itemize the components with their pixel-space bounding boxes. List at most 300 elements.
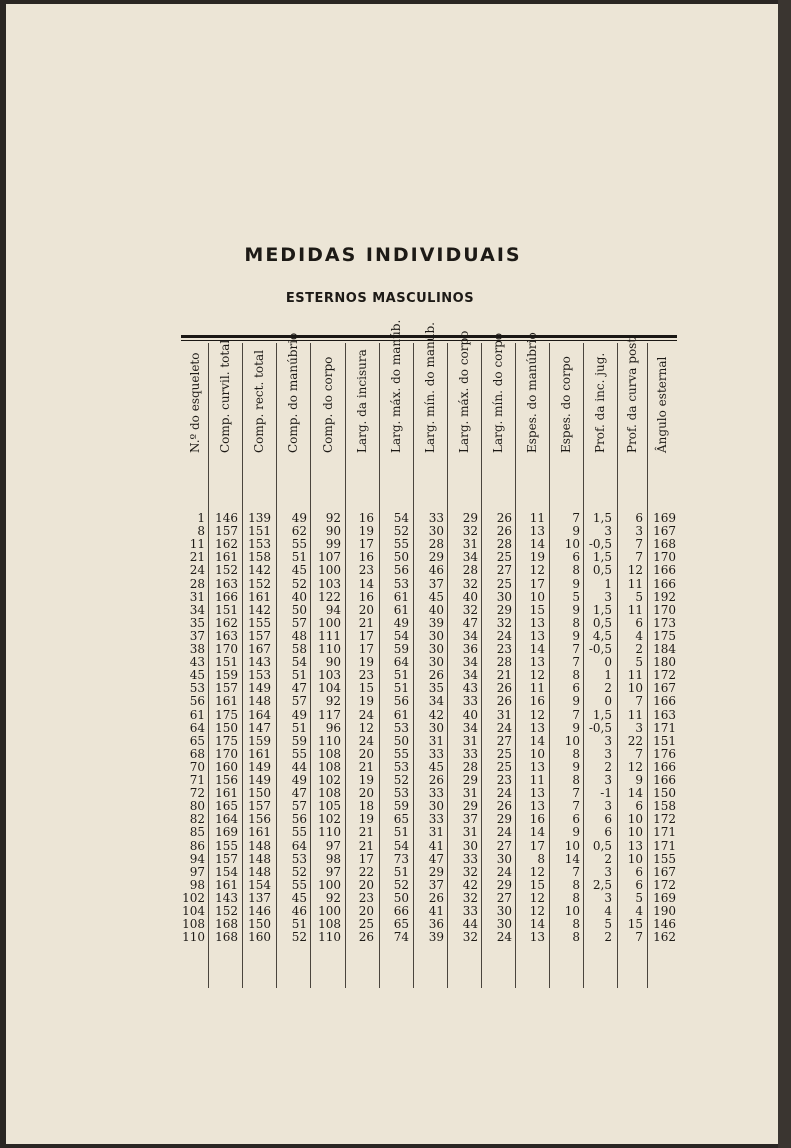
table-cell: 184 (653, 642, 676, 656)
table-cell: 16 (358, 511, 374, 525)
table-cell: 103 (318, 576, 341, 591)
table-cell: 52 (291, 864, 307, 879)
table-cell: 157 (215, 851, 238, 866)
table-cell: 5 (635, 890, 643, 905)
table-cell: 29 (462, 773, 478, 787)
table-cell: 13 (529, 759, 545, 774)
table-cell: 155 (248, 615, 271, 630)
table-cell: 169 (653, 890, 676, 905)
table-cell: 20 (358, 877, 374, 892)
table-cell: 51 (393, 668, 409, 683)
table-cell: 9 (572, 602, 580, 617)
table-cell: 152 (215, 563, 238, 578)
table-cell: 190 (653, 904, 676, 918)
table-cell: 4 (635, 628, 643, 643)
table-cell: 17 (358, 851, 374, 866)
table-cell: 117 (318, 707, 341, 722)
table-cell: 0,5 (592, 615, 612, 630)
table-cell: 8 (572, 773, 580, 787)
table-cell: 8 (572, 930, 580, 945)
table-cell: 6 (635, 615, 643, 630)
table-cell: 149 (248, 681, 271, 696)
table-cell: 62 (291, 524, 307, 539)
table-cell: 157 (215, 681, 238, 696)
table-cell: 7 (635, 694, 643, 709)
table-cell: 17 (529, 838, 545, 853)
skeleton-number-cell: 61 (189, 707, 205, 722)
table-cell: 22 (358, 864, 374, 879)
table-cell: 15 (529, 877, 545, 892)
column-header (379, 319, 413, 467)
table-cell: 157 (248, 628, 271, 643)
table-cell: 162 (215, 537, 238, 552)
table-cell: 59 (291, 733, 307, 748)
table-cell: 52 (393, 877, 409, 892)
table-cell: 27 (496, 890, 512, 905)
table-cell: 31 (462, 786, 478, 801)
table-cell: 52 (393, 524, 409, 539)
table-cell: 11 (529, 511, 545, 525)
table-cell: 161 (215, 877, 238, 892)
table-cell: 25 (358, 917, 374, 932)
table-cell: 162 (653, 930, 676, 945)
table-cell: 24 (496, 786, 512, 801)
table-cell: 7 (635, 930, 643, 945)
table-cell: 52 (291, 576, 307, 591)
table-cell: 34 (462, 668, 478, 683)
table-cell: 7 (635, 746, 643, 761)
table-cell: 7 (572, 511, 580, 525)
table-cell: 5 (635, 655, 643, 670)
column-header-label: Larg. máx. do corpo (457, 330, 471, 453)
table-cell: 53 (393, 720, 409, 735)
table-cell: 24 (496, 864, 512, 879)
table-cell: 53 (393, 576, 409, 591)
table-cell: 51 (291, 917, 307, 932)
table-subtitle: ESTERNOS MASCULINOS (285, 291, 475, 306)
table-cell: 23 (496, 642, 512, 656)
table-cell: 29 (496, 877, 512, 892)
skeleton-number-cell: 35 (189, 615, 205, 630)
column-header (345, 345, 379, 467)
table-cell: 27 (496, 563, 512, 578)
column-header-label: Larg. mín. do corpo (491, 332, 505, 453)
table-cell: 161 (215, 550, 238, 565)
column-header (242, 345, 276, 467)
table-cell: 92 (325, 890, 341, 905)
table-cell: 103 (318, 668, 341, 683)
table-cell: 45 (428, 759, 444, 774)
table-cell: 99 (325, 537, 341, 552)
table-cell: 16 (529, 812, 545, 827)
table-cell: 1,5 (592, 602, 612, 617)
table-cell: 1,5 (592, 511, 612, 525)
table-cell: 175 (215, 733, 238, 748)
table-cell: 30 (496, 904, 512, 918)
table-cell: 34 (428, 694, 444, 709)
skeleton-number-cell: 94 (189, 851, 205, 866)
table-cell: 3 (604, 524, 612, 539)
table-cell: 54 (393, 628, 409, 643)
table-cell: 1,5 (592, 550, 612, 565)
table-cell: 49 (393, 615, 409, 630)
table-cell: 6 (604, 825, 612, 840)
table-cell: 96 (325, 720, 341, 735)
table-cell: 13 (529, 524, 545, 539)
table-cell: 154 (248, 877, 271, 892)
table-cell: 41 (428, 904, 444, 918)
skeleton-number-cell: 45 (189, 668, 205, 683)
table-cell: 17 (358, 628, 374, 643)
table-cell: 35 (428, 681, 444, 696)
table-cell: 4,5 (592, 628, 612, 643)
table-cell: 175 (653, 628, 676, 643)
table-cell: 24 (496, 930, 512, 945)
table-cell: 36 (428, 917, 444, 932)
table-cell: 61 (393, 589, 409, 604)
table-cell: 7 (572, 642, 580, 656)
table-cell: 172 (653, 668, 676, 683)
table-cell: 2 (604, 851, 612, 866)
column-header (276, 332, 310, 467)
skeleton-number-cell: 21 (189, 550, 205, 565)
table-cell: 40 (462, 589, 478, 604)
table-cell: 64 (393, 655, 409, 670)
table-cell: 29 (496, 812, 512, 827)
column-header-label: Prof. da curva post. (625, 334, 639, 453)
table-cell: 7 (572, 799, 580, 814)
column-header (583, 345, 617, 467)
table-cell: 23 (358, 890, 374, 905)
table-cell: 6 (635, 511, 643, 525)
table-cell: 14 (529, 825, 545, 840)
table-cell: 92 (325, 511, 341, 525)
table-cell: 157 (215, 524, 238, 539)
table-cell: 52 (291, 930, 307, 945)
column-header (181, 345, 208, 467)
table-cell: 161 (248, 746, 271, 761)
table-cell: 31 (428, 825, 444, 840)
column-header-label: Espes. do manúbrio (525, 332, 539, 453)
table-cell: 33 (428, 812, 444, 827)
table-cell: 11 (627, 602, 643, 617)
table-cell: 40 (428, 602, 444, 617)
table-cell: 122 (318, 589, 341, 604)
table-cell: 168 (215, 917, 238, 932)
skeleton-number-cell: 70 (189, 759, 205, 774)
table-cell: 166 (653, 563, 676, 578)
table-cell: 44 (291, 759, 307, 774)
table-cell: 11 (627, 668, 643, 683)
table-cell: 168 (215, 930, 238, 945)
table-cell: 37 (428, 576, 444, 591)
table-cell: 1 (604, 576, 612, 591)
table-cell: 168 (653, 537, 676, 552)
table-cell: 47 (428, 851, 444, 866)
table-cell: 26 (428, 773, 444, 787)
table-cell: 175 (215, 707, 238, 722)
table-cell: 33 (462, 904, 478, 918)
table-cell: 156 (248, 812, 271, 827)
table-cell: 31 (428, 733, 444, 748)
table-cell: 31 (496, 707, 512, 722)
table-cell: 39 (428, 615, 444, 630)
table-cell: 14 (529, 642, 545, 656)
column-header (647, 345, 677, 467)
table-cell: 30 (428, 524, 444, 539)
table-cell: 154 (215, 864, 238, 879)
column-header (447, 330, 481, 467)
table-cell: 32 (462, 524, 478, 539)
table-cell: 17 (358, 642, 374, 656)
table-cell: 8 (572, 877, 580, 892)
table-cell: 19 (358, 655, 374, 670)
table-cell: 31 (462, 537, 478, 552)
table-cell: 25 (496, 550, 512, 565)
table-cell: 7 (635, 537, 643, 552)
table-cell: 24 (358, 707, 374, 722)
skeleton-number-cell: 53 (189, 681, 205, 696)
column-header-label: Comp. rect. total (252, 350, 266, 453)
table-cell: 7 (572, 655, 580, 670)
table-cell: 167 (653, 681, 676, 696)
table-cell: 50 (393, 550, 409, 565)
table-cell: 166 (215, 589, 238, 604)
table-cell: 21 (358, 759, 374, 774)
table-cell: 56 (291, 812, 307, 827)
table-cell: 11 (627, 576, 643, 591)
table-cell: 151 (653, 733, 676, 748)
table-cell: 13 (529, 615, 545, 630)
table-cell: 148 (248, 694, 271, 709)
table-cell: 32 (462, 890, 478, 905)
table-cell: 163 (653, 707, 676, 722)
table-cell: 5 (604, 917, 612, 932)
table-cell: 8 (572, 615, 580, 630)
table-cell: 43 (462, 681, 478, 696)
table-cell: 90 (325, 655, 341, 670)
table-cell: 20 (358, 904, 374, 918)
table-cell: 147 (248, 720, 271, 735)
table-cell: 55 (291, 877, 307, 892)
table-cell: 160 (215, 759, 238, 774)
table-cell: 40 (291, 589, 307, 604)
table-cell: 24 (496, 628, 512, 643)
table-cell: 170 (653, 602, 676, 617)
table-cell: 47 (291, 786, 307, 801)
table-cell: 64 (291, 838, 307, 853)
table-cell: 170 (653, 550, 676, 565)
skeleton-number-cell: 24 (189, 563, 205, 578)
table-cell: 5 (572, 589, 580, 604)
table-cell: 2 (604, 681, 612, 696)
table-cell: 34 (462, 628, 478, 643)
table-cell: 166 (653, 759, 676, 774)
table-cell: 3 (604, 746, 612, 761)
table-cell: 172 (653, 812, 676, 827)
table-cell: 21 (496, 668, 512, 683)
table-cell: 30 (428, 628, 444, 643)
table-cell: 6 (635, 877, 643, 892)
table-cell: 32 (496, 615, 512, 630)
column-header (481, 332, 515, 467)
table-cell: 150 (215, 720, 238, 735)
table-cell: 3 (604, 733, 612, 748)
table-cell: 13 (627, 838, 643, 853)
table-cell: 3 (635, 524, 643, 539)
table-cell: 51 (393, 825, 409, 840)
table-cell: 11 (529, 773, 545, 787)
table-cell: 33 (462, 851, 478, 866)
table-cell: 14 (529, 917, 545, 932)
table-cell: 30 (462, 838, 478, 853)
table-cell: 166 (653, 576, 676, 591)
table-cell: 51 (291, 668, 307, 683)
table-cell: 100 (318, 904, 341, 918)
table-cell: 54 (291, 655, 307, 670)
skeleton-number-cell: 43 (189, 655, 205, 670)
table-cell: 10 (627, 812, 643, 827)
table-cell: 61 (393, 602, 409, 617)
table-cell: 26 (496, 694, 512, 709)
table-cell: 49 (291, 511, 307, 525)
table-cell: 53 (291, 851, 307, 866)
table-cell: 49 (291, 707, 307, 722)
table-cell: 148 (248, 864, 271, 879)
table-cell: 27 (496, 838, 512, 853)
table-cell: 105 (318, 799, 341, 814)
table-cell: 15 (529, 602, 545, 617)
table-cell: 162 (215, 615, 238, 630)
table-cell: 25 (496, 576, 512, 591)
table-cell: 13 (529, 786, 545, 801)
table-cell: 16 (529, 694, 545, 709)
table-cell: 94 (325, 602, 341, 617)
table-cell: 0 (604, 694, 612, 709)
table-cell: 12 (529, 707, 545, 722)
table-cell: 100 (318, 877, 341, 892)
table-cell: 10 (529, 746, 545, 761)
table-cell: 97 (325, 838, 341, 853)
table-cell: 25 (496, 759, 512, 774)
table-cell: 19 (358, 694, 374, 709)
table-cell: 171 (653, 838, 676, 853)
table-cell: 26 (358, 930, 374, 945)
skeleton-number-cell: 108 (182, 917, 205, 932)
table-cell: 33 (428, 511, 444, 525)
table-cell: 151 (215, 602, 238, 617)
table-cell: 56 (393, 694, 409, 709)
table-cell: 9 (572, 694, 580, 709)
table-cell: 26 (496, 799, 512, 814)
table-cell: 51 (393, 681, 409, 696)
table-cell: 110 (318, 733, 341, 748)
table-cell: -1 (600, 786, 612, 801)
skeleton-number-cell: 85 (189, 825, 205, 840)
table-cell: 22 (627, 733, 643, 748)
table-cell: 164 (248, 707, 271, 722)
table-cell: 97 (325, 864, 341, 879)
table-cell: 34 (462, 550, 478, 565)
table-cell: 173 (653, 615, 676, 630)
table-cell: 28 (428, 537, 444, 552)
table-cell: 7 (635, 550, 643, 565)
table-cell: 55 (393, 537, 409, 552)
table-cell: 9 (572, 720, 580, 735)
table-cell: 33 (428, 786, 444, 801)
table-cell: 4 (635, 904, 643, 918)
table-cell: 26 (496, 681, 512, 696)
table-cell: 0 (604, 655, 612, 670)
table-cell: 180 (653, 655, 676, 670)
table-cell: 110 (318, 642, 341, 656)
table-cell: 15 (627, 917, 643, 932)
table-cell: 170 (215, 642, 238, 656)
table-cell: 13 (529, 628, 545, 643)
table-cell: 146 (215, 511, 238, 525)
table-cell: 48 (291, 628, 307, 643)
skeleton-number-cell: 34 (189, 602, 205, 617)
table-cell: 151 (215, 655, 238, 670)
table-cell: 9 (572, 524, 580, 539)
column-header-label: Larg. máx. do manúb. (389, 319, 403, 453)
table-cell: 10 (529, 589, 545, 604)
table-cell: 41 (428, 838, 444, 853)
table-cell: 32 (462, 602, 478, 617)
table-cell: 100 (318, 615, 341, 630)
table-cell: 51 (291, 720, 307, 735)
column-header-label: Larg. da incisura (355, 349, 369, 453)
table-cell: 102 (318, 812, 341, 827)
table-cell: 12 (529, 890, 545, 905)
table-cell: 29 (428, 864, 444, 879)
table-cell: 66 (393, 904, 409, 918)
table-cell: 1 (604, 668, 612, 683)
table-cell: 47 (291, 681, 307, 696)
table-cell: 104 (318, 681, 341, 696)
table-cell: 163 (215, 628, 238, 643)
table-cell: 17 (358, 537, 374, 552)
table-cell: 37 (462, 812, 478, 827)
table-cell: 42 (428, 707, 444, 722)
table-cell: 25 (496, 746, 512, 761)
page-title: MEDIDAS INDIVIDUAIS (244, 244, 522, 266)
table-cell: 108 (318, 786, 341, 801)
table-cell: 151 (248, 524, 271, 539)
table-cell: 49 (291, 773, 307, 787)
table-cell: 33 (428, 746, 444, 761)
skeleton-number-cell: 86 (189, 838, 205, 853)
table-cell: 47 (462, 615, 478, 630)
table-cell: 26 (496, 511, 512, 525)
table-cell: 110 (318, 825, 341, 840)
table-cell: 2,5 (592, 877, 612, 892)
table-cell: 31 (462, 825, 478, 840)
table-cell: 61 (393, 707, 409, 722)
skeleton-number-cell: 64 (189, 720, 205, 735)
table-cell: 23 (358, 563, 374, 578)
table-cell: 1,5 (592, 707, 612, 722)
table-cell: 111 (318, 628, 341, 643)
table-cell: 152 (215, 904, 238, 918)
table-cell: -0,5 (588, 642, 612, 656)
table-cell: 32 (462, 576, 478, 591)
table-cell: 158 (248, 550, 271, 565)
table-cell: 58 (291, 642, 307, 656)
skeleton-number-cell: 71 (189, 773, 205, 787)
table-cell: 30 (428, 720, 444, 735)
table-cell: 149 (248, 759, 271, 774)
